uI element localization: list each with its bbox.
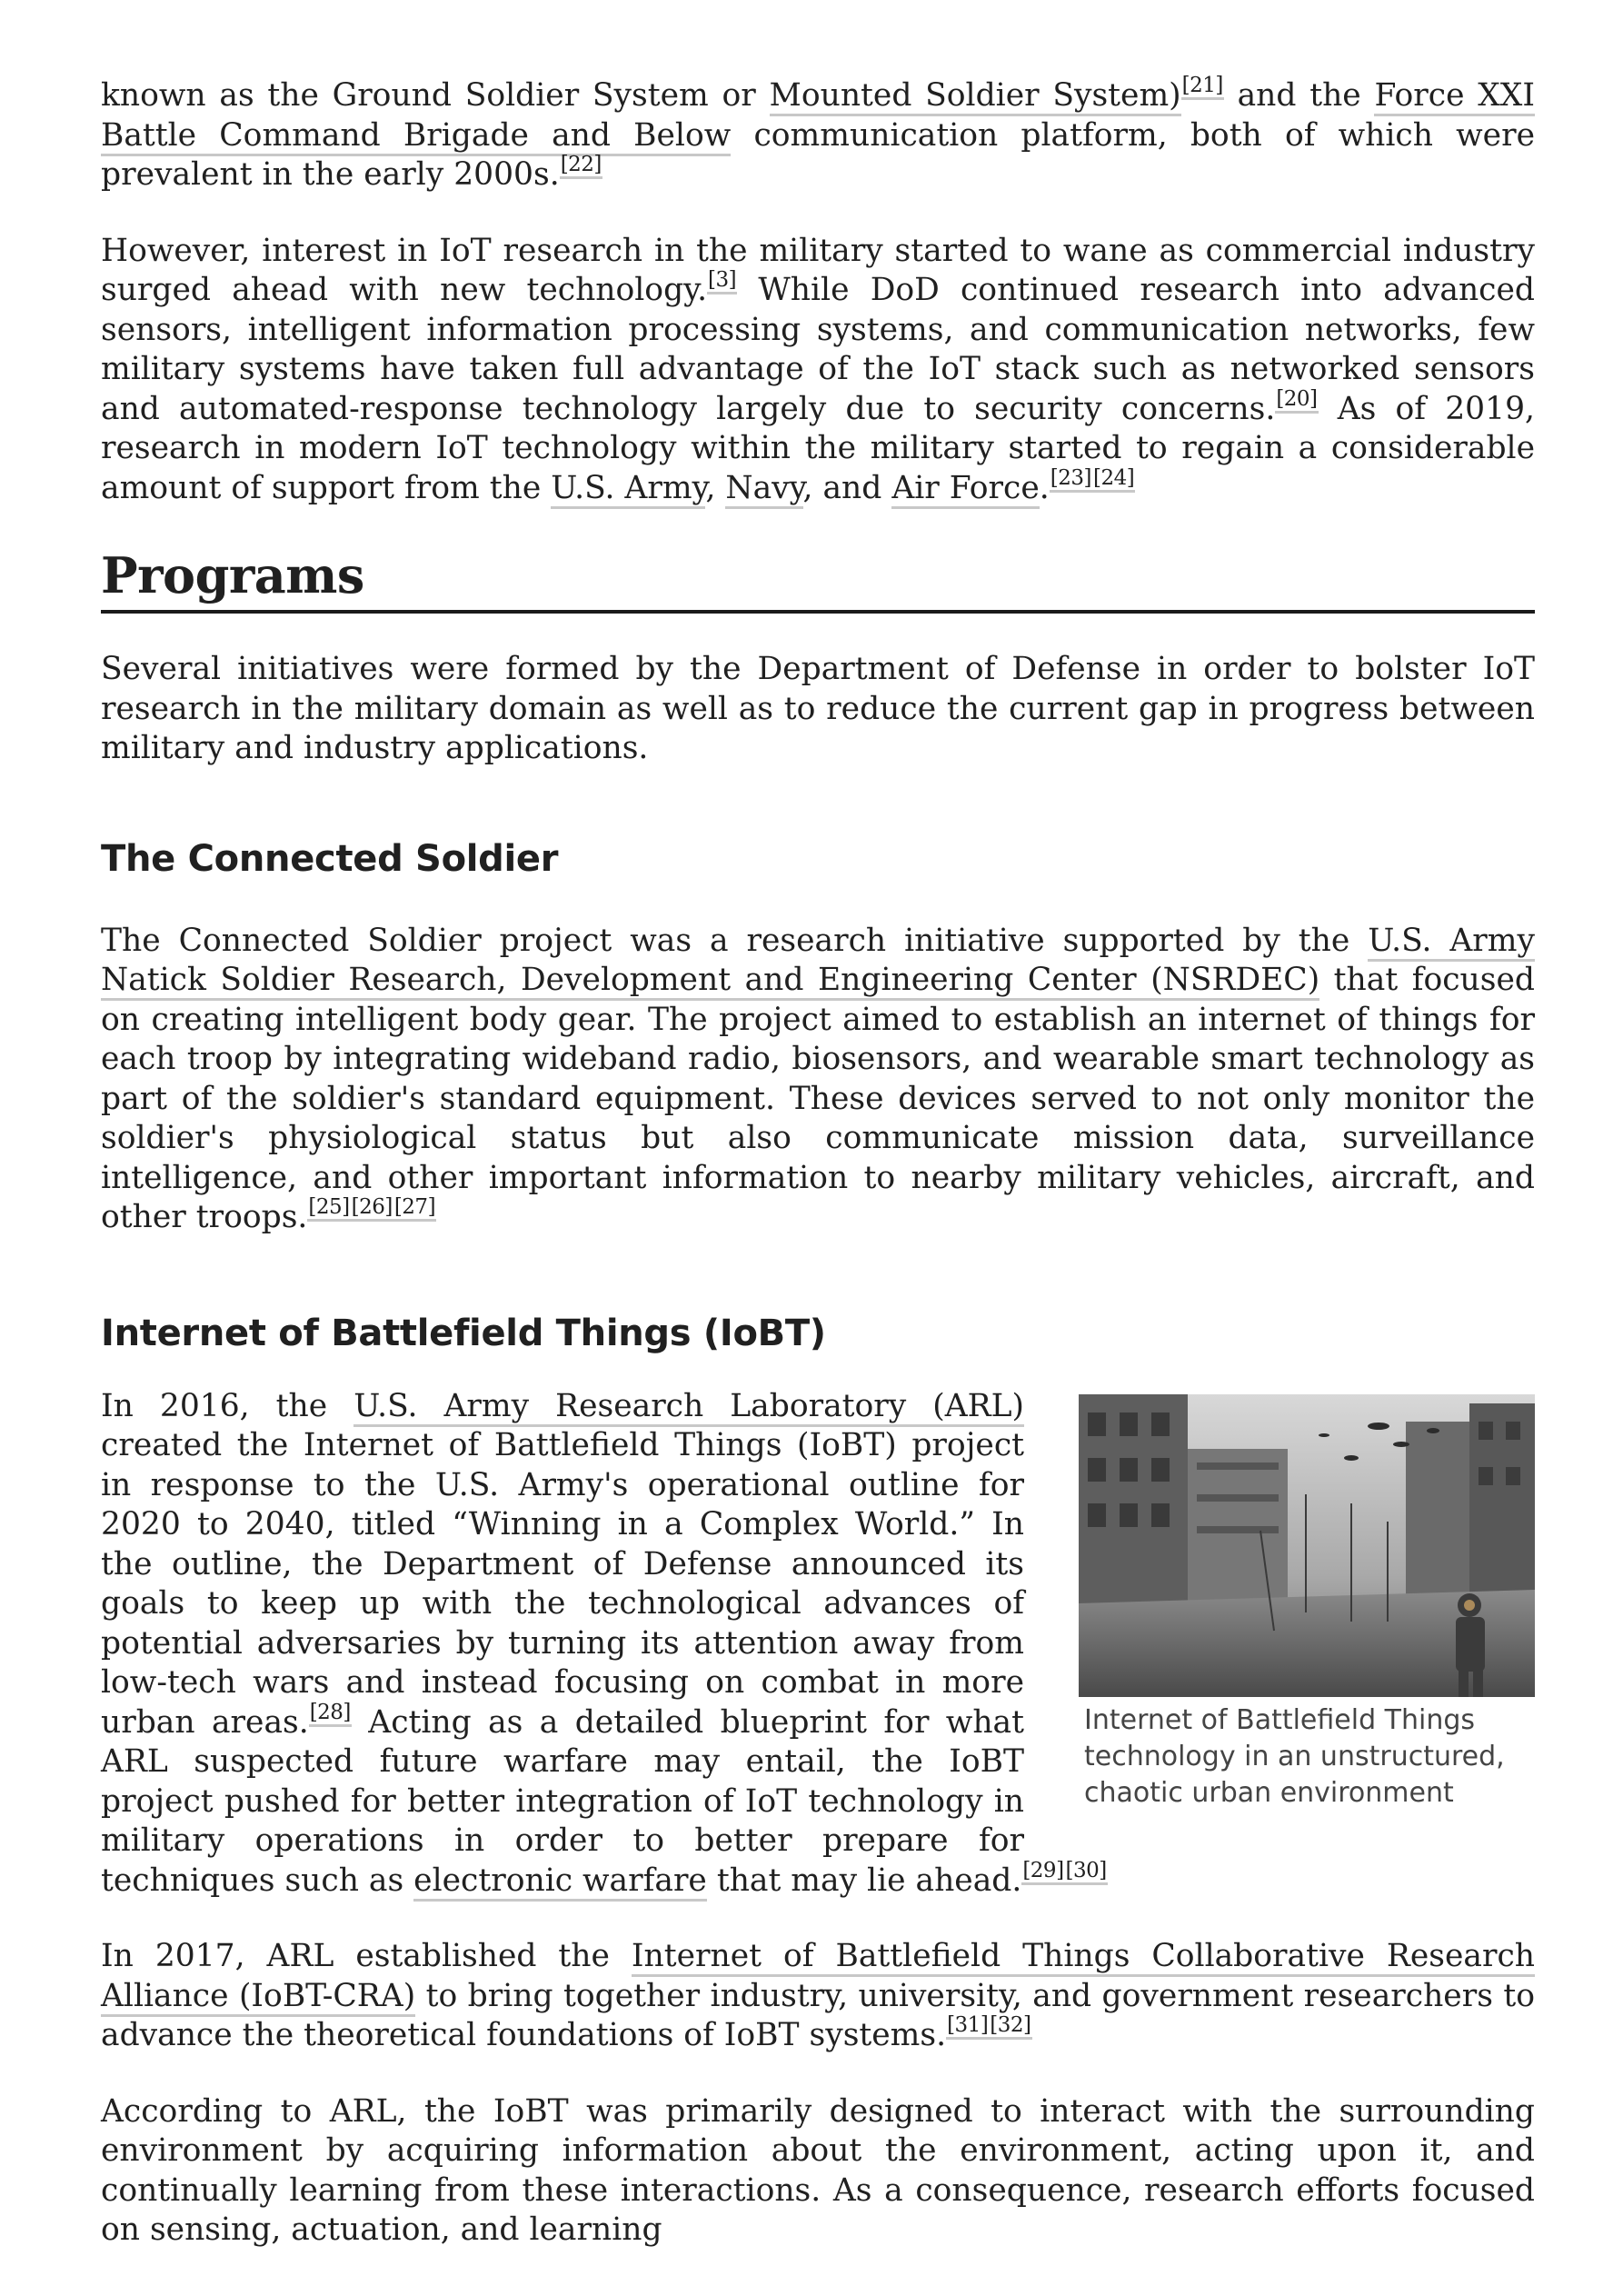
link-nsrdec[interactable]: U.S. Army Natick Soldier Research, Development and Engineering Center (NSRDEC) <box>101 923 1535 1002</box>
paragraph-initiatives: Several initiatives were formed by the Department of Defense in order to bolster IoT research in the military domain as well as to reduce the current gap in progress between military and industry applications. <box>101 651 1535 766</box>
citation-ref[interactable]: [26] <box>351 1195 393 1222</box>
text: Acting as a detailed blueprint for what ARL suspected future warfare may entail, the IoBT project pushed for better integration of IoT technology in military operations in order to better prepare for techniques such as <box>101 1703 1024 1899</box>
text: However, interest in IoT research in the military started to wane as commercial industry surged ahead with new technology. <box>101 232 1535 308</box>
link-us-army[interactable]: U.S. Army <box>551 470 705 509</box>
paragraph-connected-soldier <box>101 922 1535 1238</box>
link-air-force[interactable]: Air Force <box>891 470 1039 509</box>
iobt-section <box>101 1387 1535 1902</box>
text: In 2017, ARL established the <box>101 1938 632 1974</box>
link-mounted-soldier-system[interactable]: Mounted Soldier System) <box>770 77 1181 116</box>
text: that may lie ahead. <box>706 1862 1022 1899</box>
link-navy[interactable]: Navy <box>725 470 802 509</box>
citation-ref[interactable]: [31] <box>946 2013 989 2040</box>
citation-ref[interactable]: [22] <box>560 153 602 179</box>
citation-ref[interactable]: [24] <box>1092 466 1135 493</box>
link-iobt-cra[interactable]: Internet of Battlefield Things Collaborative Research Alliance (IoBT-CRA) <box>101 1938 1535 2017</box>
text: that focused on creating intelligent body gear. The project aimed to establish an internet of things for each troop by integrating wideband radio, biosensors, and wearable smart technology as part of the soldier's standard equipment. These devices served to not only monitor the soldier's physiological status but also communicate mission data, surveillance intelligence, and other important information to nearby military vehicles, aircraft, and other troops. <box>101 962 1535 1235</box>
citation-ref[interactable]: [21] <box>1181 74 1224 100</box>
citation-ref[interactable]: [30] <box>1065 1859 1108 1885</box>
text: . <box>1039 469 1050 506</box>
paragraph-interest-wane <box>101 232 1535 509</box>
battlefield-image[interactable] <box>1079 1394 1535 1697</box>
citation-ref[interactable]: [23] <box>1050 466 1092 493</box>
text: While DoD continued research into advanced sensors, intelligent information processing systems, and communication networks, few military systems have taken full advantage of the IoT stack such as networked sensors and automated-response technology largely due to security concerns. <box>101 272 1536 427</box>
paragraph-iobt-cra <box>101 1937 1535 2056</box>
text: The Connected Soldier project was a research initiative supported by the <box>101 922 1369 959</box>
link-arl[interactable]: U.S. Army Research Laboratory (ARL) <box>353 1388 1024 1427</box>
text: known as the Ground Soldier System or <box>101 77 770 114</box>
citation-ref[interactable]: [28] <box>309 1701 352 1727</box>
text: to bring together industry, university, and government researchers to advance the theoretical foundations of IoBT systems. <box>101 1977 1535 2053</box>
text: , and <box>802 469 892 506</box>
citation-ref[interactable]: [29] <box>1021 1859 1064 1885</box>
citation-ref[interactable]: [20] <box>1275 387 1318 414</box>
text: communication platform, both of which were prevalent in the early 2000s. <box>101 116 1536 193</box>
paragraph-according-to-arl: According to ARL, the IoBT was primarily designed to interact with the surrounding environment by acquiring information about the environment, acting upon it, and continually learning from these interactions. As a consequence, research efforts focused on sensing, actuation, and learning <box>101 2092 1535 2248</box>
figure-iobt <box>1079 1394 1535 1812</box>
paragraph-ground-soldier <box>101 76 1535 195</box>
citation-ref[interactable]: [32] <box>989 2013 1031 2040</box>
article-body <box>101 76 1535 2251</box>
subsection-heading-iobt: Internet of Battlefield Things (IoBT) <box>101 1312 826 1354</box>
text: As of 2019, research in modern IoT technology within the military started to regain a considerable amount of support from the <box>101 390 1535 506</box>
section-heading-programs: Programs <box>101 548 1535 614</box>
figure-caption: Internet of Battlefield Things technology in an unstructured, chaotic urban environment <box>1084 1703 1505 1809</box>
link-electronic-warfare[interactable]: electronic warfare <box>413 1862 707 1902</box>
citation-ref[interactable]: [25] <box>307 1195 350 1222</box>
subsection-heading-connected-soldier: The Connected Soldier <box>101 837 559 880</box>
text: created the Internet of Battlefield Things (IoBT) project in response to the U.S. Army's operational outline for 2020 to 2040, titled “Winning in a Complex World.” In the outline, the Department of Defense announced its goals to keep up with the technological advances of potential adversaries by turning its attention away from low-tech wars and instead focusing on combat in more urban areas. <box>101 1427 1024 1741</box>
link-force-xxi[interactable]: Force XXI Battle Command Brigade and Below <box>101 77 1535 156</box>
text: and the <box>1223 77 1375 114</box>
citation-ref[interactable]: [3] <box>707 268 737 294</box>
text: , <box>705 469 726 506</box>
citation-ref[interactable]: [27] <box>393 1195 436 1222</box>
text: In 2016, the <box>101 1387 354 1424</box>
